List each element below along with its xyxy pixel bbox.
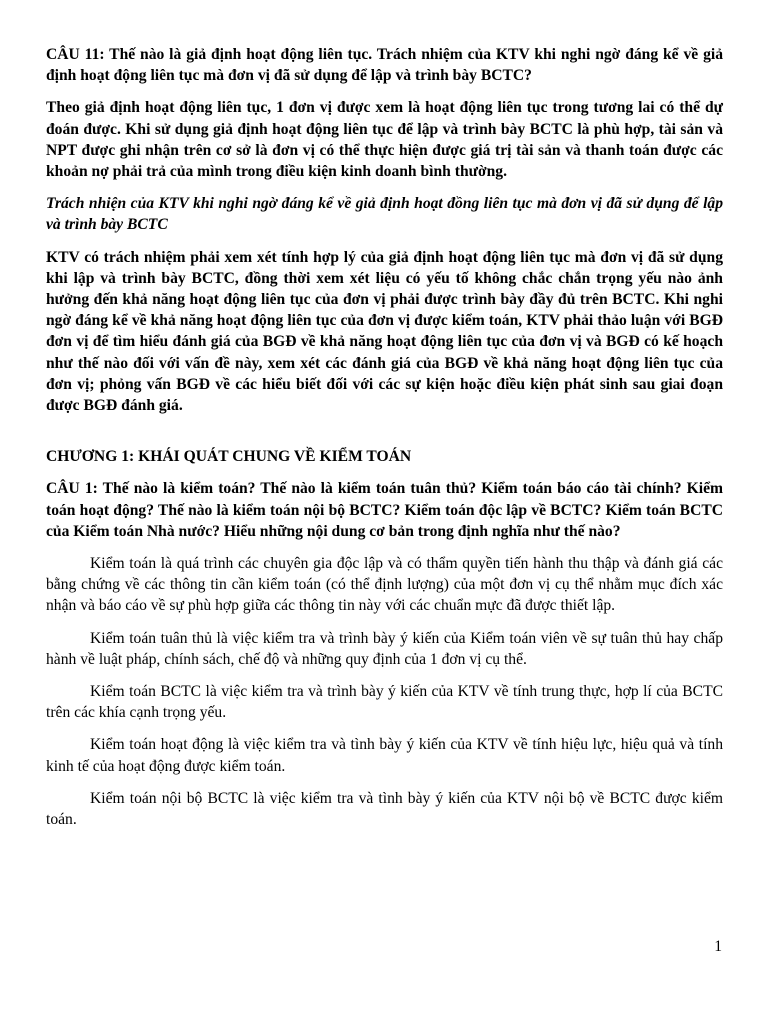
question-1-paragraph-operational-audit: Kiểm toán hoạt động là việc kiểm tra và tình bày ý kiến của KTV về tính hiệu lực, hiệu quả và tính kinh tế của hoạt động được kiểm toán. (46, 736, 723, 775)
question-11-answer-paragraph-2: KTV có trách nhiệm phải xem xét tính hợp lý của giả định hoạt động liên tục mà đơn vị đã sử dụng khi lập và trình bày BCTC, đồng thời xem xét liệu có yếu tố không chắc chắn trọng yếu nào ảnh hưởng đến khả năng hoạt động liên tục của đơn vị phải được trình bày đầy đủ trên BCTC. Khi nghi ngờ đáng kể về khả năng hoạt động liên tục của đơn vị được kiểm toán, KTV phải thảo luận với BGĐ đơn vị để tìm hiểu đánh giá của BGĐ về khả năng hoạt động liên tục của đơn vị và BGĐ có kế hoạch như thế nào đối với vấn đề này, xem xét các đánh giá của BGĐ về khả năng hoạt động liên tục của đơn vị; phỏng vấn BGĐ về các hiểu biết đối với các sự kiện hoặc điều kiện phát sinh sau giai đoạn được BGĐ đánh giá. (46, 248, 723, 415)
question-1-paragraph-compliance-audit: Kiểm toán tuân thủ là việc kiểm tra và trình bày ý kiến của Kiểm toán viên về sự tuân thủ hay chấp hành về luật pháp, chính sách, chế độ và những quy định của 1 đơn vị cụ thể. (46, 629, 723, 668)
question-1-paragraph-financial-statement-audit: Kiểm toán BCTC là việc kiểm tra và trình bày ý kiến của KTV về tính trung thực, hợp lí của BCTC trên các khía cạnh trọng yếu. (46, 683, 723, 722)
question-1-paragraph-internal-audit: Kiểm toán nội bộ BCTC là việc kiểm tra và tình bày ý kiến của KTV nội bộ về BCTC được kiểm toán. (46, 789, 723, 829)
page-number: 1 (714, 938, 722, 955)
question-11-answer-paragraph-1: Theo giả định hoạt động liên tục, 1 đơn vị được xem là hoạt động liên tục trong tương lai có thể dự đoán được. Khi sử dụng giả định hoạt động liên tục để lập và trình bày BCTC là phù hợp, tài sản và NPT được ghi nhận trên cơ sở là đơn vị có thể thực hiện được giá trị tài sản và thanh toán được các khoản nợ phải trả của mình trong điều kiện kinh doanh bình thường. (46, 99, 723, 181)
document-page (46, 44, 723, 841)
question-11-heading: CÂU 11: Thế nào là giả định hoạt động liên tục. Trách nhiệm của KTV khi nghi ngờ đáng kể về giả định hoạt động liên tục mà đơn vị đã sử dụng để lập và trình bày BCTC? (46, 46, 723, 85)
chapter-1-title: CHƯƠNG 1: KHÁI QUÁT CHUNG VỀ KIỂM TOÁN (46, 448, 412, 466)
question-11-subheading: Trách nhiện của KTV khi nghi ngờ đáng kể về giả định hoạt đồng liên tục mà đơn vị đã sử dụng để lập và trình bày BCTC (46, 195, 723, 234)
question-1-heading: CÂU 1: Thế nào là kiểm toán? Thế nào là kiểm toán tuân thủ? Kiểm toán báo cáo tài chính? Kiểm toán hoạt động? Thế nào là kiểm toán nội bộ BCTC? Kiểm toán độc lập về BCTC? Kiểm toán BCTC của Kiểm toán Nhà nước? Hiểu những nội dung cơ bản trong định nghĩa như thế nào? (46, 480, 723, 540)
question-1-paragraph-audit-definition: Kiểm toán là quá trình các chuyên gia độc lập và có thẩm quyền tiến hành thu thập và đánh giá các bằng chứng về các thông tin cần kiểm toán (có thể định lượng) của một đơn vị cụ thể nhằm mục đích xác nhận và báo cáo về sự phù hợp giữa các thông tin này với các chuẩn mực đã được thiết lập. (46, 555, 723, 615)
